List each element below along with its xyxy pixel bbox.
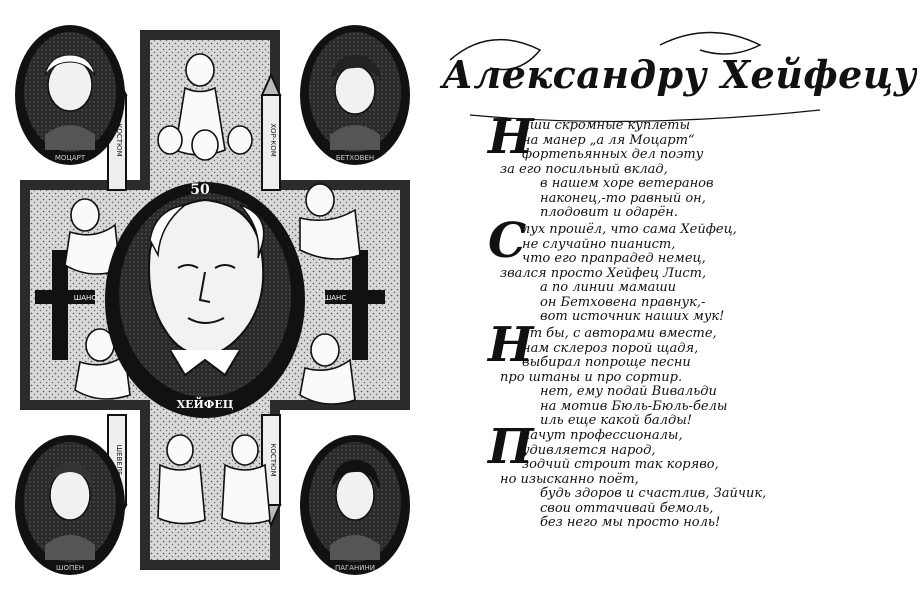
poem-line: без него мы просто ноль! bbox=[540, 515, 721, 530]
poem-line: аши скромные куплеты bbox=[522, 118, 691, 133]
poem-line: он Бетховена правнук,- bbox=[540, 294, 706, 310]
center-caption: ХЕЙФЕЦ bbox=[176, 398, 234, 411]
poem-line: фортепьянных дел поэту bbox=[522, 147, 704, 162]
poem-line: не случайно пианист, bbox=[522, 236, 676, 252]
portrait-caption-3: ШОПЕН bbox=[56, 564, 84, 572]
poem-line: будь здоров и счастлив, Зайчик, bbox=[540, 486, 767, 501]
stanza-initial: П bbox=[488, 419, 534, 475]
poem-line: иль еще какой балды! bbox=[540, 413, 693, 428]
center-number: 50 bbox=[190, 182, 210, 198]
poem-line: что его прапрадед немец, bbox=[522, 251, 706, 266]
poem-line: зодчий строит так коряво, bbox=[522, 457, 719, 472]
stanza-initial: Н bbox=[488, 317, 534, 373]
portrait-chopin bbox=[15, 435, 125, 575]
poem-line: нам склероз порой щадя, bbox=[522, 340, 699, 356]
portrait-caption-1: МОЦАРТ bbox=[54, 154, 86, 162]
poem-line: удивляется народ, bbox=[522, 442, 656, 458]
poem-line: плодовит и одарён. bbox=[540, 205, 678, 220]
poem-line: лачут профессионалы, bbox=[522, 428, 683, 443]
pencil-label-3: ШЕВЕЛЕ bbox=[115, 444, 123, 476]
poem-line: в нашем хоре ветеранов bbox=[540, 176, 714, 191]
poem-line: про штаны и про сортир. bbox=[500, 369, 683, 385]
poem-page bbox=[430, 0, 917, 600]
central-portrait bbox=[105, 182, 305, 418]
portrait-caption-2: БЕТХОВЕН bbox=[335, 154, 375, 162]
side-label-right: ШАНС bbox=[323, 294, 347, 302]
pencil-label-2: ХОР-КОМ bbox=[269, 123, 277, 157]
stanza-initial: С bbox=[488, 213, 527, 269]
poem-line: на мотив Бюль-Бюль-белы bbox=[540, 398, 728, 414]
poem-title: Александру Хейфецу bbox=[442, 52, 917, 97]
illustration-plate bbox=[0, 0, 430, 600]
poem-line: наконец,-то равный он, bbox=[540, 190, 706, 206]
poem-line: на манер „а ля Моцарт“ bbox=[522, 132, 695, 148]
poem-line: а по линии мамаши bbox=[540, 280, 677, 295]
portrait-caption-4: ПАГАНИНИ bbox=[334, 564, 376, 572]
poem-line: выбирал попроще песни bbox=[522, 355, 691, 370]
poem-line: звался просто Хейфец Лист, bbox=[500, 265, 707, 281]
poem-line: за его посильный вклад, bbox=[500, 161, 668, 177]
poem-line: но изысканно поёт, bbox=[500, 471, 639, 487]
portrait-paganini bbox=[300, 435, 410, 575]
poem-line: нет, ему подай Вивальди bbox=[540, 384, 717, 399]
poem-line: свои оттачивай бемоль, bbox=[540, 500, 714, 516]
pencil-label-4: КОСТЮМ bbox=[269, 443, 277, 477]
poem-line: вот источник наших мук! bbox=[540, 309, 725, 324]
stanza-initial: Н bbox=[488, 109, 534, 165]
poem-line: лух прошёл, что сама Хейфец, bbox=[522, 222, 737, 237]
side-label-left: ШАНС bbox=[73, 294, 97, 302]
poem-line: ет бы, с авторами вместе, bbox=[522, 326, 717, 341]
portrait-mozart bbox=[15, 25, 125, 165]
pencil-label-1: КОСТЮМ bbox=[115, 123, 123, 157]
portrait-beethoven bbox=[300, 25, 410, 165]
